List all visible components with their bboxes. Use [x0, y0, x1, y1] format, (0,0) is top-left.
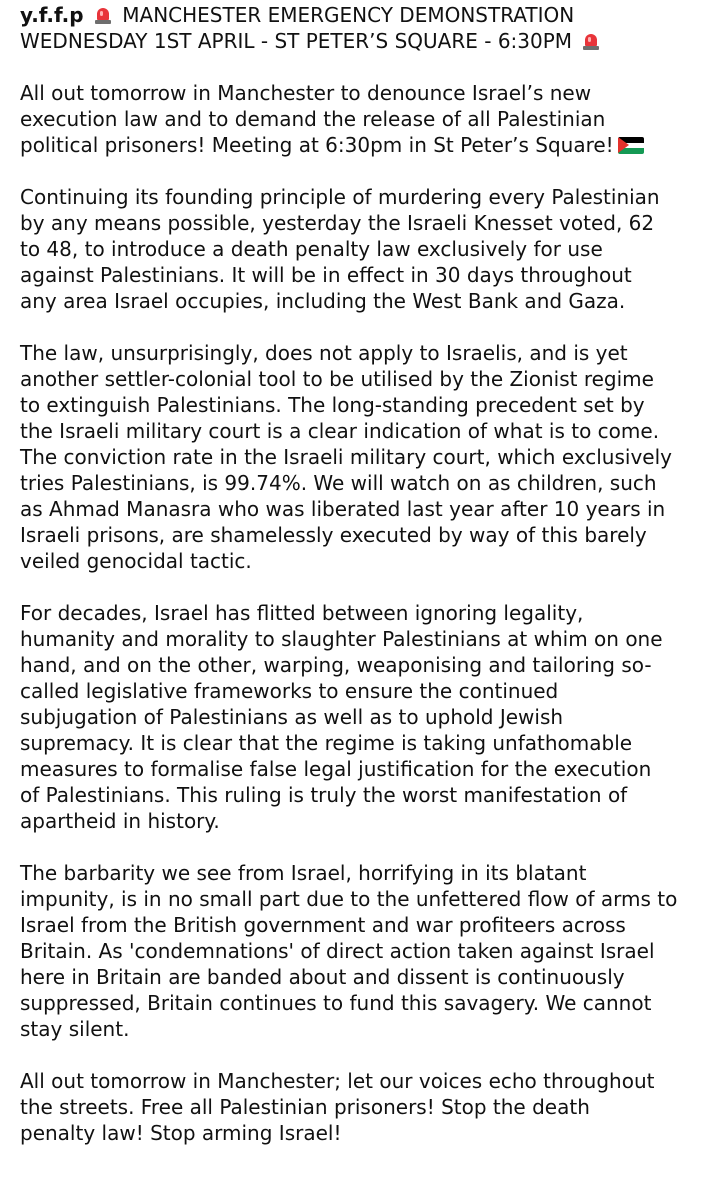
text-line: another settler-colonial tool to be utilised by the Zionist regime — [20, 367, 654, 391]
text-line: All out tomorrow in Manchester to denounce Israel’s new — [20, 81, 592, 105]
text-line: suppressed, Britain continues to fund this savagery. We cannot — [20, 991, 652, 1015]
text-line: Israel from the British government and war profiteers across — [20, 913, 626, 937]
text-line: the streets. Free all Palestinian prisoners! Stop the death — [20, 1095, 590, 1119]
text-line: The conviction rate in the Israeli military court, which exclusively — [20, 445, 672, 469]
paragraph-gap — [20, 54, 708, 80]
text-line: the Israeli military court is a clear indication of what is to come. — [20, 419, 660, 443]
text-line: humanity and morality to slaughter Palestinians at whim on one — [20, 627, 663, 651]
paragraph-military-court — [20, 340, 708, 574]
text-line: The barbarity we see from Israel, horrifying in its blatant — [20, 861, 587, 885]
police-car-light-icon — [94, 5, 112, 25]
text-line: hand, and on the other, warping, weaponising and tailoring so- — [20, 653, 652, 677]
text-line: of Palestinians. This ruling is truly the worst manifestation of — [20, 783, 628, 807]
text-line: For decades, Israel has flitted between ignoring legality, — [20, 601, 584, 625]
text-line: penalty law! Stop arming Israel! — [20, 1121, 342, 1145]
text-line-with-flag — [20, 132, 708, 158]
text-line: to 48, to introduce a death penalty law exclusively for use — [20, 237, 603, 261]
text-line: measures to formalise false legal justification for the execution — [20, 757, 652, 781]
text-line: Britain. As 'condemnations' of direct action taken against Israel — [20, 939, 655, 963]
text-line: here in Britain are banded about and dissent is continuously — [20, 965, 625, 989]
paragraph-gap — [20, 314, 708, 340]
palestine-flag-icon — [618, 137, 644, 154]
paragraph-arms-flow — [20, 860, 708, 1042]
text-line: any area Israel occupies, including the West Bank and Gaza. — [20, 289, 626, 313]
text-line: All out tomorrow in Manchester; let our voices echo throughout — [20, 1069, 655, 1093]
text-line: to extinguish Palestinians. The long-standing precedent set by — [20, 393, 645, 417]
text-line: Continuing its founding principle of murdering every Palestinian — [20, 185, 660, 209]
post-header-line-2 — [20, 28, 708, 54]
text-line: stay silent. — [20, 1017, 130, 1041]
header-subtitle: WEDNESDAY 1ST APRIL - ST PETER’S SQUARE - 6:30PM — [20, 29, 573, 53]
paragraph-call-to-action — [20, 80, 708, 158]
author-name[interactable]: y.f.f.p — [20, 3, 84, 27]
header-title: MANCHESTER EMERGENCY DEMONSTRATION — [122, 3, 575, 27]
text-line: subjugation of Palestinians as well as to uphold Jewish — [20, 705, 564, 729]
police-car-light-icon — [582, 31, 600, 51]
text-line: execution law and to demand the release of all Palestinian — [20, 107, 606, 131]
paragraph-knesset-vote — [20, 184, 708, 314]
text-line: supremacy. It is clear that the regime is taking unfathomable — [20, 731, 633, 755]
paragraph-legality — [20, 600, 708, 834]
text-line: against Palestinians. It will be in effect in 30 days throughout — [20, 263, 632, 287]
text-line: The law, unsurprisingly, does not apply to Israelis, and is yet — [20, 341, 628, 365]
text-line: apartheid in history. — [20, 809, 220, 833]
paragraph-gap — [20, 158, 708, 184]
text-line: impunity, is in no small part due to the unfettered flow of arms to — [20, 887, 678, 911]
paragraph-closing-call — [20, 1068, 708, 1146]
text-line: veiled genocidal tactic. — [20, 549, 252, 573]
paragraph-gap — [20, 574, 708, 600]
text-line: political prisoners! Meeting at 6:30pm in St Peter’s Square! — [20, 133, 614, 157]
paragraph-gap — [20, 1042, 708, 1068]
text-line: called legislative frameworks to ensure the continued — [20, 679, 559, 703]
text-line: tries Palestinians, is 99.74%. We will watch on as children, such — [20, 471, 657, 495]
post-header-line-1 — [20, 2, 708, 28]
text-line: Israeli prisons, are shamelessly executed by way of this barely — [20, 523, 647, 547]
paragraph-gap — [20, 834, 708, 860]
text-line: as Ahmad Manasra who was liberated last year after 10 years in — [20, 497, 666, 521]
text-line: by any means possible, yesterday the Israeli Knesset voted, 62 — [20, 211, 655, 235]
